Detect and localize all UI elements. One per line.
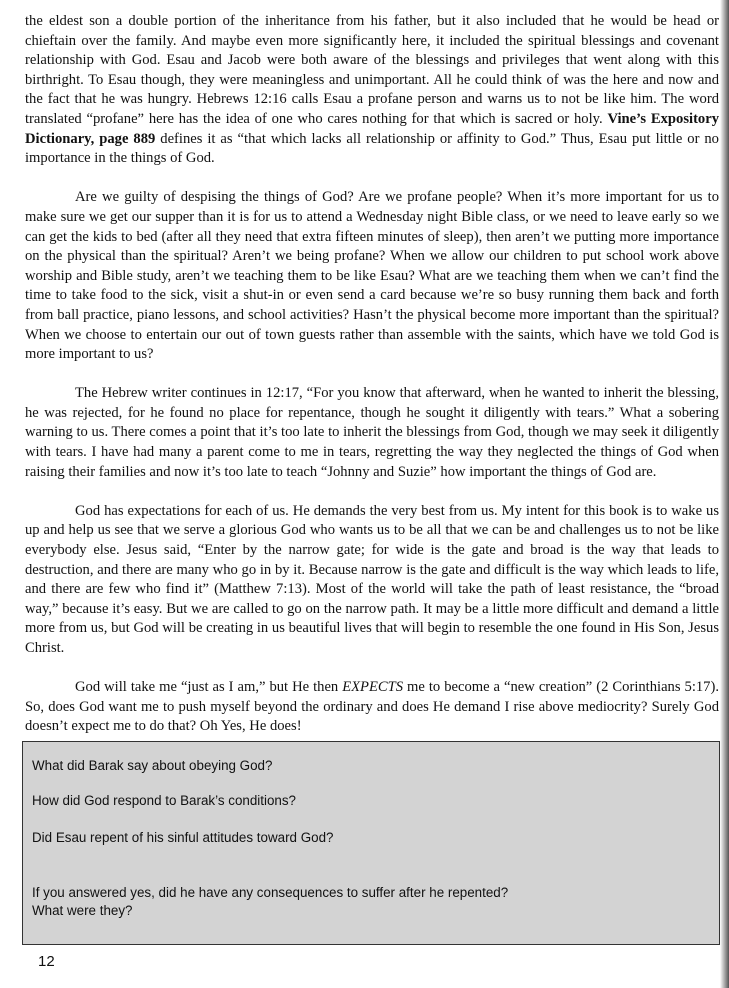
question-barak-obeying: What did Barak say about obeying God?: [32, 758, 273, 773]
question-consequences: If you answered yes, did he have any consequences to suffer after he repented?: [32, 885, 509, 900]
question-what-were-they: What were they?: [32, 903, 133, 918]
question-god-response: How did God respond to Barak’s conditions?: [32, 793, 297, 808]
paragraph-birthright: [25, 12, 719, 169]
paragraph-birthright-start: the eldest son a double portion of the inheritance from his father, but it also included that he would be head or chieftain over the family. And maybe even more significantly here, it included the spiritual blessings and covenant relationship with God. Esau and Jacob were both aware of the blessings and privileges that went along with this birthright. To Esau though, they were meaningless and unimportant. All he could think of was the here and now and the fact that he was hungry. Hebrews 12:16 calls Esau a profane person and warns us to not be like him. The word translated “profane” here has the idea of one who cares nothing for that which is sacred or holy.: [25, 13, 719, 127]
paragraph-just-as-i-am-start: God will take me “just as I am,” but He then: [75, 679, 343, 696]
paragraph-just-as-i-am-end: me to become a “new creation” (2 Corinthians 5:17). So, does God want me to push myself beyond the ordinary and does He demand I rise above mediocrity? Surely God doesn’t expect me to do that? Oh Yes, He does!: [25, 679, 719, 735]
study-questions-box: [22, 741, 720, 945]
paragraph-expectations: God has expectations for each of us. He demands the very best from us. My intent for this book is to wake us up and help us see that we serve a glorious God who wants us to be all that we can be and challenges us to not be like everybody else. Jesus said, “Enter by the narrow gate; for wide is the gate and broad is the way that leads to destruction, and there are many who go in by it. Because narrow is the gate and difficult is the way which leads to life, and there are few who find it” (Matthew 7:13). Most of the world will take the path of least resistance, the “broad way,” because it’s easy. But we are called to go on the narrow path. It may be a little more difficult and demand a little more from us, but God will be creating in us beautiful lives that will begin to resemble the one found in His Son, Jesus Christ.: [25, 502, 719, 656]
body-text: [25, 12, 719, 757]
paragraph-birthright-end: defines it as “that which lacks all relationship or affinity to God.” Thus, Esau put little or no importance in the things of God.: [25, 130, 719, 167]
vines-dictionary-reference: Vine’s Expository Dictionary, page 889: [25, 110, 719, 147]
paragraph-profane: Are we guilty of despising the things of God? Are we profane people? When it’s more important for us to make sure we get our supper than it is for us to attend a Wednesday night Bible class, or we need to leave early so we can get the kids to bed (after all they need that extra fifteen minutes of sleep), then aren’t we putting more importance on the physical than the spiritual? Aren’t we being profane? When we allow our children to put school work above worship and Bible study, aren’t we teaching them to be like Esau? What are we teaching them when we can’t find the time to take food to the sick, visit a shut-in or even send a card because we’re so busy running them back and forth from ball practice, piano lessons, and school activities? Hasn’t the physical become more important than the spiritual? When we choose to entertain our out of town guests rather than assemble with the saints, which have we told God is more important to us?: [25, 189, 719, 363]
binding-shadow: [720, 0, 729, 988]
paragraph-hebrews: The Hebrew writer continues in 12:17, “For you know that afterward, when he wanted to inherit the blessing, he was rejected, for he found no place for repentance, though he sought it diligently with tears.” What a sobering warning to us. There comes a point that it’s too late to inherit the blessings from God, though we may seek it diligently with tears. I have had many a parent come to me in tears, regretting the way they neglected the things of God when raising their families and now it’s too late to teach “Johnny and Suzie” how important the things of God are.: [25, 385, 719, 480]
paragraph-just-as-i-am: [25, 678, 719, 737]
page-number: 12: [38, 953, 55, 970]
expects-emphasis: EXPECTS: [342, 679, 404, 696]
question-esau-repent: Did Esau repent of his sinful attitudes toward God?: [32, 830, 334, 845]
